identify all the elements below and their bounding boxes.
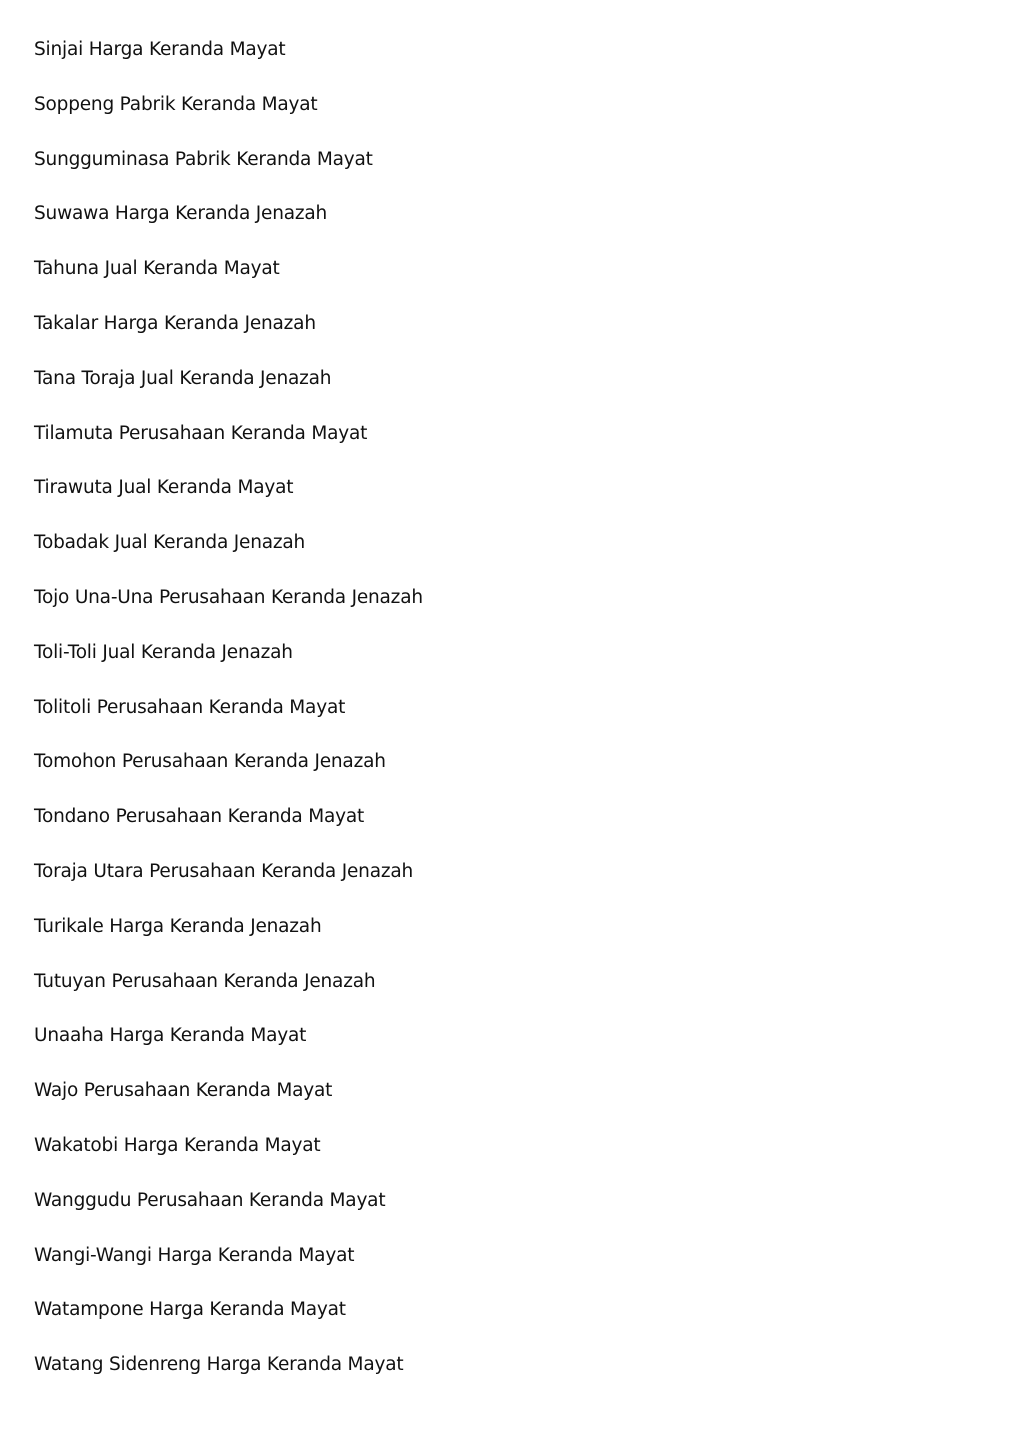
list-item: Takalar Harga Keranda Jenazah bbox=[34, 312, 316, 334]
list-item: Wanggudu Perusahaan Keranda Mayat bbox=[34, 1189, 386, 1211]
list-item: Toli-Toli Jual Keranda Jenazah bbox=[34, 641, 293, 663]
list-item: Wajo Perusahaan Keranda Mayat bbox=[34, 1080, 333, 1102]
list-item: Tutuyan Perusahaan Keranda Jenazah bbox=[34, 970, 376, 992]
list-item: Toraja Utara Perusahaan Keranda Jenazah bbox=[34, 860, 414, 882]
list-item: Unaaha Harga Keranda Mayat bbox=[34, 1025, 307, 1047]
list-item: Tondano Perusahaan Keranda Mayat bbox=[34, 806, 365, 828]
keranda-list bbox=[34, 35, 423, 1405]
list-item: Tahuna Jual Keranda Mayat bbox=[34, 258, 280, 280]
list-item: Watampone Harga Keranda Mayat bbox=[34, 1299, 346, 1321]
list-item: Wangi-Wangi Harga Keranda Mayat bbox=[34, 1244, 355, 1266]
list-item: Tirawuta Jual Keranda Mayat bbox=[34, 477, 294, 499]
list-item: Turikale Harga Keranda Jenazah bbox=[34, 915, 322, 937]
list-item: Tobadak Jual Keranda Jenazah bbox=[34, 532, 306, 554]
list-item: Tolitoli Perusahaan Keranda Mayat bbox=[34, 696, 346, 718]
list-item: Tana Toraja Jual Keranda Jenazah bbox=[34, 367, 332, 389]
list-item: Tomohon Perusahaan Keranda Jenazah bbox=[34, 751, 386, 773]
list-item: Watang Sidenreng Harga Keranda Mayat bbox=[34, 1354, 404, 1376]
list-item: Sungguminasa Pabrik Keranda Mayat bbox=[34, 148, 373, 170]
list-item: Suwawa Harga Keranda Jenazah bbox=[34, 203, 328, 225]
list-item: Tojo Una-Una Perusahaan Keranda Jenazah bbox=[34, 586, 423, 608]
list-item: Tilamuta Perusahaan Keranda Mayat bbox=[34, 422, 368, 444]
list-item: Sinjai Harga Keranda Mayat bbox=[34, 39, 286, 60]
list-item: Wakatobi Harga Keranda Mayat bbox=[34, 1134, 321, 1156]
list-item: Soppeng Pabrik Keranda Mayat bbox=[34, 93, 318, 115]
